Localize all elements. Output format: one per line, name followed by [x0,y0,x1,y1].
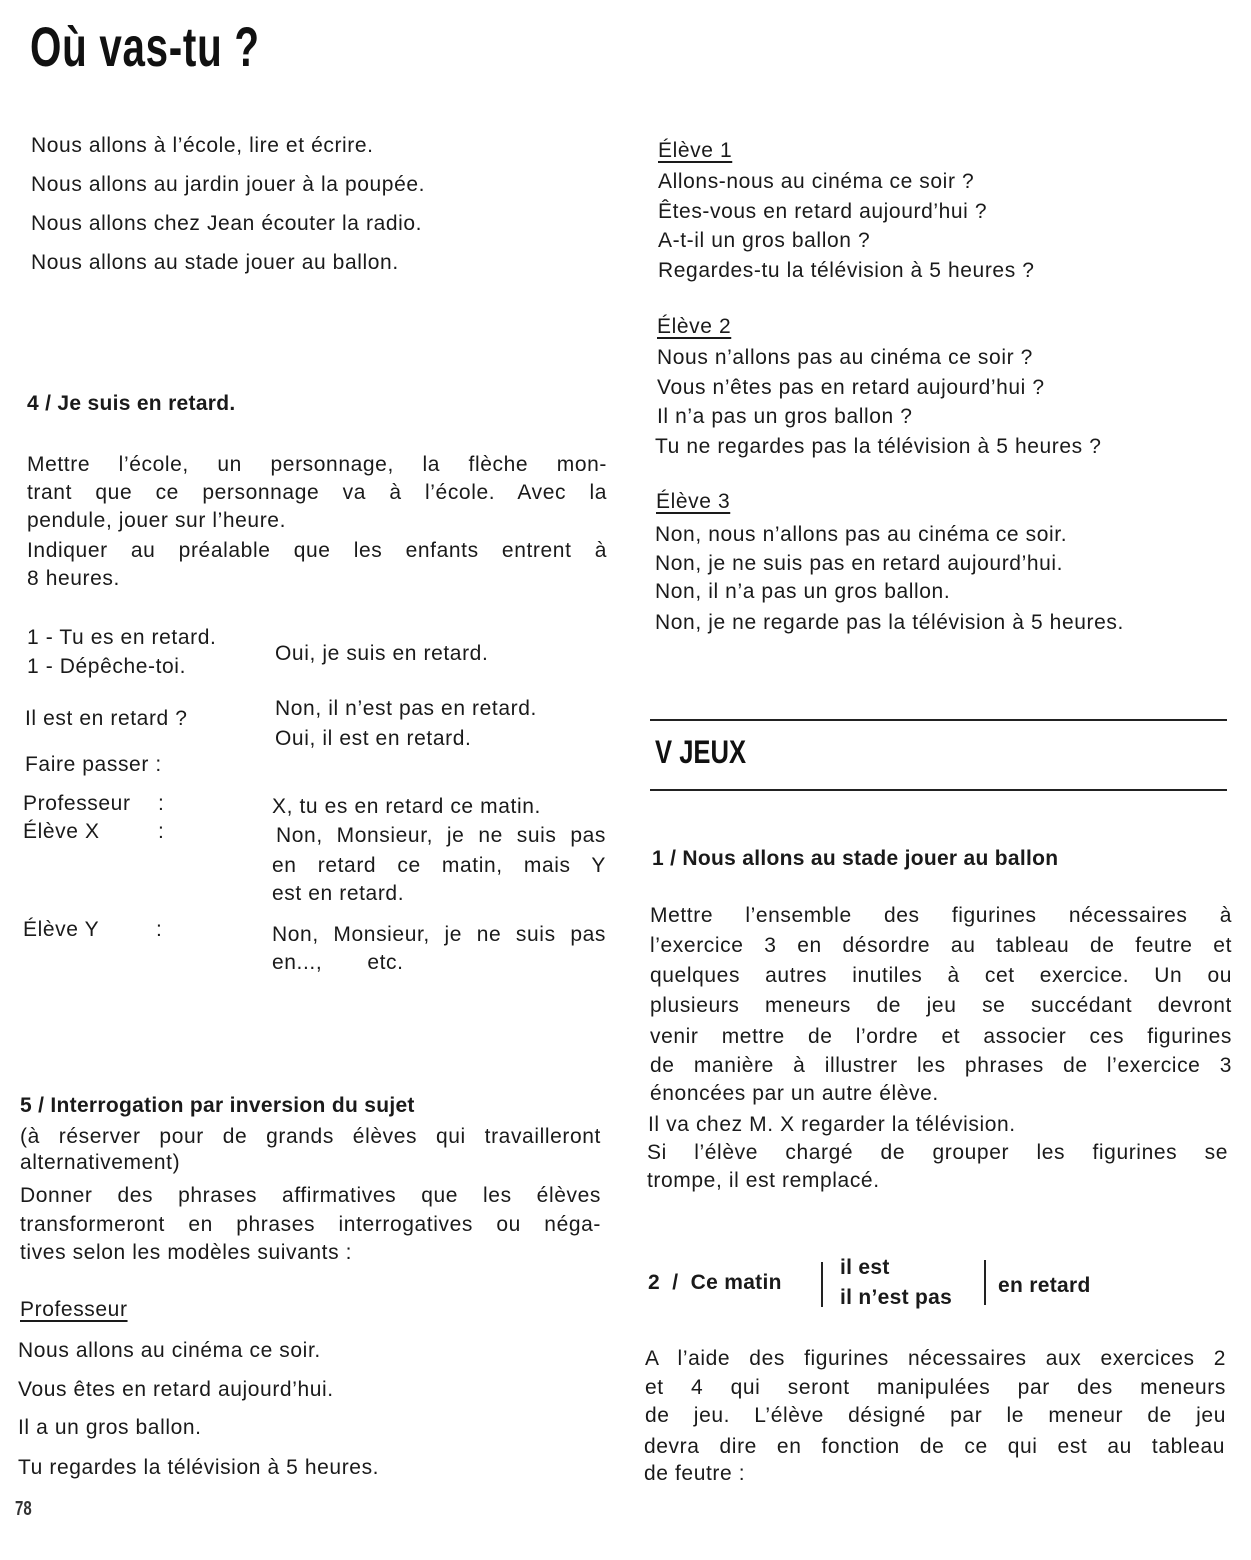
dialogue-answer: Oui, il est en retard. [275,727,472,750]
paragraph-line: devra dire en fonction de ce qui est au tableau [644,1435,1225,1458]
paragraph-line: Indiquer au préalable que les enfants entrent à [27,539,607,562]
exercise-5-heading: 5 / Interrogation par inversion du sujet [20,1094,415,1117]
paragraph-line: quelques autres inutiles à cet exercice. Un ou [650,964,1232,987]
paragraph-line: Mettre l’école, un personnage, la flèche mon- [27,453,607,476]
model-sentence: Tu regardes la télévision à 5 heures. [18,1456,380,1479]
eleve-line: Non, je ne regarde pas la télévision à 5 heures. [655,611,1124,634]
eleve-line: Regardes-tu la télévision à 5 heures ? [658,259,1035,282]
dialogue-answer: Non, Monsieur, je ne suis pas [272,923,606,946]
page-number: 78 [15,1498,32,1520]
intro-line: Nous allons au jardin jouer à la poupée. [31,173,426,196]
colon: : [158,820,165,843]
paragraph-line: Mettre l’ensemble des figurines nécessaires à [650,904,1232,927]
model-sentence: Vous êtes en retard aujourd’hui. [18,1378,334,1401]
eleve-line: Non, je ne suis pas en retard aujourd’hui. [655,552,1064,575]
paragraph-line: de feutre : [644,1462,746,1485]
eleve-label: Élève 2 [657,315,732,338]
model-sentence: Il a un gros ballon. [18,1416,202,1439]
eleve-label: Élève 3 [656,490,731,513]
speaker-label: Élève Y [23,918,100,941]
dialogue-answer: Non, Monsieur, je ne suis pas [276,824,606,847]
intro-line: Nous allons chez Jean écouter la radio. [31,212,423,235]
game-2-option: il est [840,1256,890,1279]
instruction: Faire passer : [25,753,162,776]
speaker-label: Professeur [20,1298,128,1321]
dialogue-answer: Non, il n’est pas en retard. [275,697,537,720]
paragraph-line: Donner des phrases affirmatives que les élèves [20,1184,601,1207]
paragraph-line: énoncées par un autre élève. [650,1082,939,1105]
eleve-line: Allons-nous au cinéma ce soir ? [658,170,975,193]
eleve-line: Vous n’êtes pas en retard aujourd’hui ? [657,376,1045,399]
page-title: Où vas-tu ? [30,15,260,78]
eleve-line: Non, il n’a pas un gros ballon. [655,580,951,603]
paragraph-line: Si l’élève chargé de grouper les figurines se [647,1141,1228,1164]
eleve-line: Êtes-vous en retard aujourd’hui ? [658,200,988,223]
paragraph-line: et 4 qui seront manipulées par des meneurs [645,1376,1226,1399]
dialogue-line: 1 - Dépêche-toi. [27,655,187,678]
eleve-line: Tu ne regardes pas la télévision à 5 heures ? [655,435,1102,458]
paragraph-line: alternativement) [20,1151,181,1174]
speaker-label: Professeur [23,792,131,815]
paragraph-line: trompe, il est remplacé. [647,1169,880,1192]
intro-line: Nous allons au stade jouer au ballon. [31,251,399,274]
eleve-line: Non, nous n’allons pas au cinéma ce soir. [655,523,1068,546]
paragraph-line: de manière à illustrer les phrases de l’exercice 3 [650,1054,1232,1077]
paragraph-line: A l’aide des figurines nécessaires aux exercices 2 [645,1347,1226,1370]
eleve-line: Nous n’allons pas au cinéma ce soir ? [657,346,1033,369]
paragraph-line: trant que ce personnage va à l’école. Avec la [27,481,607,504]
paragraph-line: (à réserver pour de grands élèves qui travailleront [20,1125,601,1148]
dialogue-answer: est en retard. [272,882,405,905]
eleve-line: Il n’a pas un gros ballon ? [657,405,913,428]
paragraph-line: venir mettre de l’ordre et associer ces figurines [650,1025,1232,1048]
dialogue-line: 1 - Tu es en retard. [27,626,217,649]
paragraph-line: pendule, jouer sur l’heure. [27,509,287,532]
dialogue-line: Il est en retard ? [25,707,188,730]
divider-bar [821,1262,823,1307]
section-rule-top [650,719,1227,721]
paragraph-line: de jeu. L’élève désigné par le meneur de jeu [645,1404,1226,1427]
paragraph-line: tives selon les modèles suivants : [20,1241,353,1264]
speaker-label: Élève X [23,820,100,843]
paragraph-line: 8 heures. [27,567,120,590]
game-2-suffix: en retard [998,1274,1091,1297]
paragraph-line: transformeront en phrases interrogatives ou néga- [20,1213,601,1236]
paragraph-line: Il va chez M. X regarder la télévision. [648,1113,1016,1136]
section-rule-bottom [650,789,1227,791]
dialogue-answer: en..., etc. [272,951,404,974]
colon: : [156,918,163,941]
eleve-label: Élève 1 [658,139,733,162]
dialogue-answer: X, tu es en retard ce matin. [272,795,541,818]
paragraph-line: l’exercice 3 en désordre au tableau de feutre et [650,934,1232,957]
paragraph-line: plusieurs meneurs de jeu se succédant devront [650,994,1232,1017]
game-1-heading: 1 / Nous allons au stade jouer au ballon [652,847,1059,870]
colon: : [158,792,165,815]
divider-bar [984,1260,986,1305]
exercise-4-heading: 4 / Je suis en retard. [27,392,236,415]
eleve-line: A-t-il un gros ballon ? [658,229,871,252]
game-2-option: il n’est pas [840,1286,953,1309]
model-sentence: Nous allons au cinéma ce soir. [18,1339,321,1362]
dialogue-answer: Oui, je suis en retard. [275,642,489,665]
dialogue-answer: en retard ce matin, mais Y [272,854,606,877]
intro-line: Nous allons à l’école, lire et écrire. [31,134,374,157]
section-heading-jeux: V JEUX [655,734,747,770]
game-2-heading: 2 / Ce matin [648,1271,782,1294]
